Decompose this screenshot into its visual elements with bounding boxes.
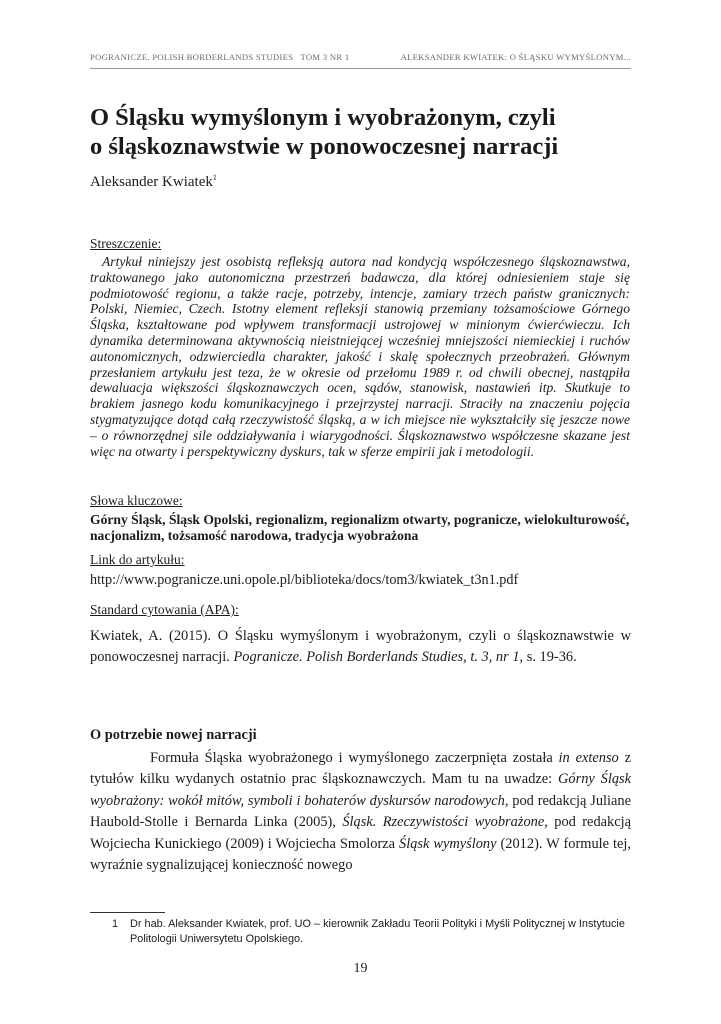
article-link-url[interactable]: http://www.pogranicze.uni.opole.pl/biblioteka/docs/tom3/kwiatek_t3n1.pdf bbox=[90, 572, 519, 588]
body-text-run: z tytułów kilku wydanych ostatnio prac śląskoznawczych. Mam tu na uwadze: bbox=[90, 750, 631, 788]
citation-main: Kwiatek, A. (2015). O Śląsku wymyślonym i wyobrażonym, czyli o śląskoznawstwie w ponowoczesnej narracji. bbox=[90, 628, 631, 665]
journal-header: POGRANICZE. POLISH BORDERLANDS STUDIES TOM 3 NR 1 bbox=[90, 52, 350, 62]
abstract-text: Artykuł niniejszy jest osobistą refleksją autora nad kondycją współczesnego śląskoznawstwa, traktowanego jako autonomiczna przestrzeń badawcza, dla której odniesieniem staje się podmiotowość regionu, a także racje, potrzeby, intencje, zamiary trzech państw granicznych: Polski, Niemiec, Czech. Istotny element refleksji stanowią przemiany tożsamościowe Górnego Śląska, kształtowane pod wpływem transformacji ustrojowej w minionym ćwierćwieczu. Ich dynamika determinowana aktywnością nieistniejącej wcześniej mniejszości niemieckiej i ruchów autonomicznych, odzwierciedla charakter, jakość i skalę społecznych przeobrażeń. Głównym przesłaniem artykułu jest teza, że w okresie od przełomu 1989 r. od chwili obecnej, nastąpiła dewaluacja większości śląskoznawczych ocen, sądów, stanowisk, nastawień itp. Skutkuje to brakiem jasnego kodu komunikacyjnego i przejrzystej narracji. Straciły na znaczeniu pojęcia stygmatyzujące dotąd całą rzeczywistość śląską, a w ich miejsce nie wykształciły się jeszcze nowe – o równorzędnej sile oddziaływania i wiarygodności. Śląskoznawstwo współczesne skazane jest więc na otwarty i perspektywiczny dyskurs, tak w sferze empirii jak i metodologii. bbox=[90, 254, 630, 459]
article-title bbox=[90, 103, 635, 161]
keywords-text: Górny Śląsk, Śląsk Opolski, regionalizm, regionalizm otwarty, pogranicze, wielokulturowość, nacjonalizm, tożsamość narodowa, tradycja wyobrażona bbox=[90, 512, 630, 543]
citation-journal: Pogranicze. Polish Borderlands Studies, t. 3, nr 1 bbox=[233, 648, 520, 665]
keywords-label: Słowa kluczowe: bbox=[90, 493, 183, 508]
abstract-label: Streszczenie: bbox=[90, 236, 162, 251]
header-divider bbox=[90, 68, 631, 69]
footnote-divider bbox=[90, 912, 165, 913]
citation-text bbox=[90, 626, 631, 667]
footnote-text: Dr hab. Aleksander Kwiatek, prof. UO – kierownik Zakładu Teorii Polityki i Myśli Politycznej w Instytucie Politologii Uniwersytetu Opolskiego. bbox=[130, 918, 625, 945]
body-italic-run: Śląsk wymyślony bbox=[399, 835, 497, 852]
body-italic-run: Górny Śląsk wyobrażony: wokół mitów, symboli i bohaterów dyskursów narodowych bbox=[90, 771, 632, 809]
running-header bbox=[90, 52, 631, 68]
article-link-label: Link do artykułu: bbox=[90, 552, 185, 567]
section-heading: O potrzebie nowej narracji bbox=[90, 727, 257, 743]
citation-label: Standard cytowania (APA): bbox=[90, 602, 239, 617]
body-text-run: , pod redakcją Juliane Haubold-Stolle i Bernarda Linka (2005), bbox=[90, 792, 632, 831]
body-text-run: (2012). W formule tej, wyraźnie sygnalizującej konieczność nowego bbox=[90, 835, 631, 874]
body-text-run: Formuła Śląska wyobrażonego i wymyślonego zaczerpnięta została bbox=[150, 750, 559, 766]
author-name: Aleksander Kwiatek bbox=[90, 174, 213, 190]
body-paragraph bbox=[90, 748, 631, 876]
page-number: 19 bbox=[353, 961, 368, 976]
body-text-run: , pod redakcją Wojciecha Kunickiego (2009) i Wojciecha Smolorza bbox=[90, 814, 631, 852]
footnote-number: 1 bbox=[112, 918, 119, 930]
body-italic-run: in extenso bbox=[558, 750, 619, 766]
author-line bbox=[90, 174, 217, 191]
body-italic-run: Śląsk. Rzeczywistości wyobrażone bbox=[342, 814, 545, 831]
title-line-2: o śląskoznawstwie w ponowoczesnej narracji bbox=[90, 133, 559, 160]
running-title: ALEKSANDER KWIATEK: O ŚLĄSKU WYMYŚLONYM... bbox=[400, 52, 631, 62]
citation-pages: , s. 19-36. bbox=[519, 648, 577, 665]
title-line-1: O Śląsku wymyślonym i wyobrażonym, czyli bbox=[90, 104, 556, 131]
author-footnote-mark[interactable]: 1 bbox=[212, 173, 217, 182]
